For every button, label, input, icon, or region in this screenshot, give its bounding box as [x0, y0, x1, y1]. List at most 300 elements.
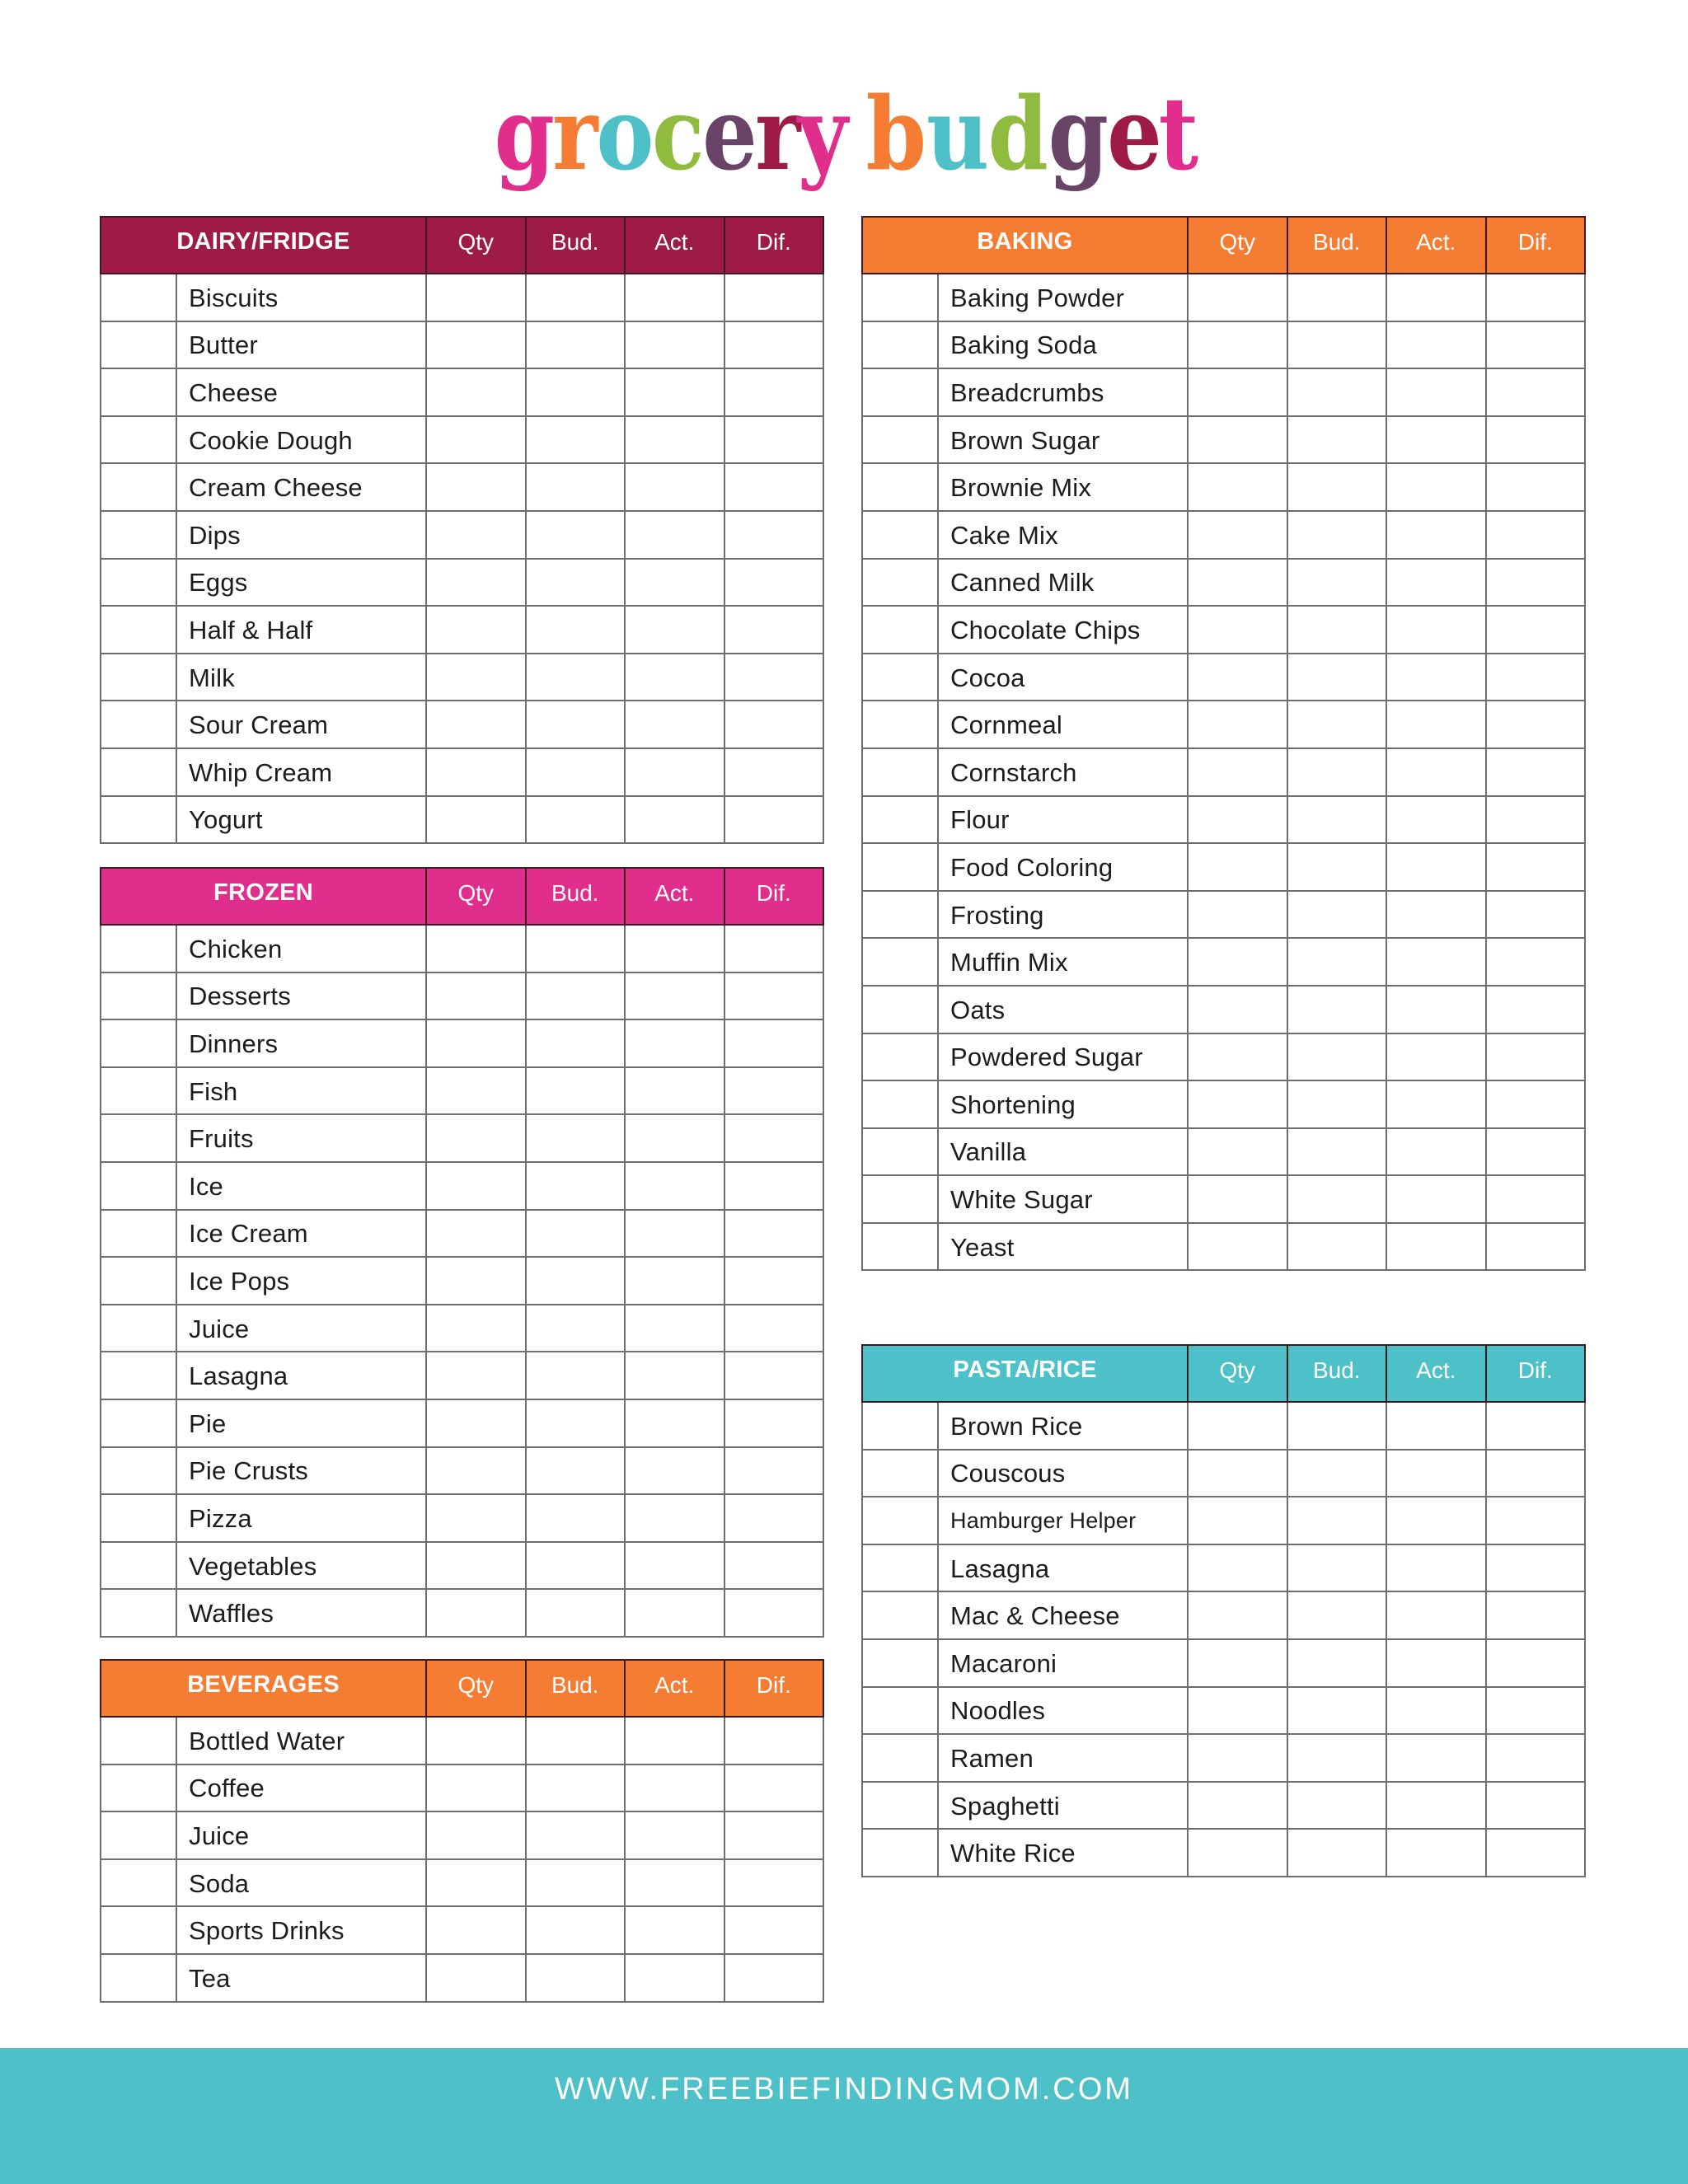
checkbox-cell[interactable] [101, 1162, 176, 1210]
checkbox-cell[interactable] [101, 368, 176, 416]
qty-cell[interactable] [1188, 1128, 1287, 1176]
difference-cell[interactable] [724, 559, 824, 607]
budget-cell[interactable] [1287, 511, 1387, 559]
qty-cell[interactable] [1188, 1782, 1287, 1830]
budget-cell[interactable] [526, 559, 626, 607]
qty-cell[interactable] [1188, 1734, 1287, 1782]
qty-cell[interactable] [426, 368, 526, 416]
difference-cell[interactable] [724, 1447, 824, 1495]
qty-cell[interactable] [426, 1906, 526, 1954]
actual-cell[interactable] [625, 606, 724, 654]
checkbox-cell[interactable] [101, 925, 176, 972]
difference-cell[interactable] [1486, 511, 1586, 559]
budget-cell[interactable] [526, 1114, 626, 1162]
qty-cell[interactable] [426, 416, 526, 464]
actual-cell[interactable] [625, 1067, 724, 1115]
actual-cell[interactable] [1386, 986, 1486, 1033]
qty-cell[interactable] [1188, 321, 1287, 369]
checkbox-cell[interactable] [101, 1210, 176, 1258]
checkbox-cell[interactable] [862, 986, 938, 1033]
actual-cell[interactable] [1386, 1829, 1486, 1877]
budget-cell[interactable] [526, 1859, 626, 1907]
actual-cell[interactable] [625, 1954, 724, 2002]
actual-cell[interactable] [625, 274, 724, 321]
actual-cell[interactable] [625, 1589, 724, 1637]
budget-cell[interactable] [526, 1019, 626, 1067]
difference-cell[interactable] [1486, 843, 1586, 891]
budget-cell[interactable] [1287, 1639, 1387, 1687]
qty-cell[interactable] [426, 1305, 526, 1352]
qty-cell[interactable] [426, 559, 526, 607]
budget-cell[interactable] [1287, 796, 1387, 844]
actual-cell[interactable] [625, 1399, 724, 1447]
checkbox-cell[interactable] [862, 274, 938, 321]
budget-cell[interactable] [1287, 463, 1387, 511]
checkbox-cell[interactable] [101, 1589, 176, 1637]
qty-cell[interactable] [426, 1811, 526, 1859]
actual-cell[interactable] [1386, 1544, 1486, 1592]
checkbox-cell[interactable] [862, 1544, 938, 1592]
budget-cell[interactable] [526, 1765, 626, 1812]
qty-cell[interactable] [1188, 1497, 1287, 1544]
actual-cell[interactable] [1386, 321, 1486, 369]
checkbox-cell[interactable] [101, 654, 176, 701]
difference-cell[interactable] [724, 1717, 824, 1765]
difference-cell[interactable] [1486, 1687, 1586, 1735]
actual-cell[interactable] [625, 1447, 724, 1495]
checkbox-cell[interactable] [862, 559, 938, 607]
difference-cell[interactable] [724, 654, 824, 701]
qty-cell[interactable] [426, 1162, 526, 1210]
budget-cell[interactable] [1287, 748, 1387, 796]
budget-cell[interactable] [526, 321, 626, 369]
qty-cell[interactable] [1188, 1544, 1287, 1592]
actual-cell[interactable] [625, 1257, 724, 1305]
difference-cell[interactable] [1486, 1223, 1586, 1271]
checkbox-cell[interactable] [101, 1257, 176, 1305]
actual-cell[interactable] [625, 701, 724, 748]
actual-cell[interactable] [1386, 1080, 1486, 1128]
checkbox-cell[interactable] [862, 1080, 938, 1128]
actual-cell[interactable] [1386, 1175, 1486, 1223]
qty-cell[interactable] [1188, 1033, 1287, 1081]
checkbox-cell[interactable] [862, 843, 938, 891]
checkbox-cell[interactable] [862, 654, 938, 701]
actual-cell[interactable] [625, 1210, 724, 1258]
difference-cell[interactable] [724, 1542, 824, 1590]
budget-cell[interactable] [526, 1257, 626, 1305]
budget-cell[interactable] [1287, 416, 1387, 464]
actual-cell[interactable] [625, 972, 724, 1020]
actual-cell[interactable] [1386, 1782, 1486, 1830]
budget-cell[interactable] [526, 701, 626, 748]
difference-cell[interactable] [724, 972, 824, 1020]
budget-cell[interactable] [526, 1162, 626, 1210]
qty-cell[interactable] [1188, 1223, 1287, 1271]
budget-cell[interactable] [1287, 1544, 1387, 1592]
checkbox-cell[interactable] [101, 1717, 176, 1765]
checkbox-cell[interactable] [101, 1352, 176, 1399]
checkbox-cell[interactable] [862, 321, 938, 369]
checkbox-cell[interactable] [101, 321, 176, 369]
difference-cell[interactable] [724, 1162, 824, 1210]
difference-cell[interactable] [1486, 1080, 1586, 1128]
budget-cell[interactable] [526, 416, 626, 464]
budget-cell[interactable] [526, 1305, 626, 1352]
qty-cell[interactable] [426, 1954, 526, 2002]
difference-cell[interactable] [1486, 654, 1586, 701]
actual-cell[interactable] [1386, 938, 1486, 986]
difference-cell[interactable] [1486, 891, 1586, 939]
difference-cell[interactable] [724, 1859, 824, 1907]
difference-cell[interactable] [1486, 463, 1586, 511]
budget-cell[interactable] [526, 1067, 626, 1115]
budget-cell[interactable] [526, 1542, 626, 1590]
checkbox-cell[interactable] [101, 1447, 176, 1495]
footer-url[interactable]: WWW.FREEBIEFINDINGMOM.COM [555, 2072, 1133, 2107]
actual-cell[interactable] [625, 748, 724, 796]
budget-cell[interactable] [526, 1906, 626, 1954]
qty-cell[interactable] [426, 748, 526, 796]
actual-cell[interactable] [625, 1811, 724, 1859]
qty-cell[interactable] [426, 1067, 526, 1115]
budget-cell[interactable] [1287, 321, 1387, 369]
qty-cell[interactable] [1188, 701, 1287, 748]
checkbox-cell[interactable] [101, 1542, 176, 1590]
budget-cell[interactable] [1287, 1829, 1387, 1877]
qty-cell[interactable] [426, 1589, 526, 1637]
actual-cell[interactable] [625, 654, 724, 701]
checkbox-cell[interactable] [862, 368, 938, 416]
checkbox-cell[interactable] [101, 416, 176, 464]
actual-cell[interactable] [625, 925, 724, 972]
checkbox-cell[interactable] [101, 972, 176, 1020]
qty-cell[interactable] [426, 1542, 526, 1590]
budget-cell[interactable] [526, 463, 626, 511]
qty-cell[interactable] [426, 796, 526, 844]
actual-cell[interactable] [1386, 463, 1486, 511]
actual-cell[interactable] [1386, 1734, 1486, 1782]
budget-cell[interactable] [526, 1589, 626, 1637]
budget-cell[interactable] [1287, 986, 1387, 1033]
budget-cell[interactable] [1287, 1497, 1387, 1544]
budget-cell[interactable] [1287, 274, 1387, 321]
checkbox-cell[interactable] [101, 1067, 176, 1115]
budget-cell[interactable] [1287, 606, 1387, 654]
qty-cell[interactable] [1188, 1639, 1287, 1687]
budget-cell[interactable] [1287, 1591, 1387, 1639]
difference-cell[interactable] [724, 1589, 824, 1637]
qty-cell[interactable] [426, 1352, 526, 1399]
qty-cell[interactable] [426, 274, 526, 321]
qty-cell[interactable] [1188, 559, 1287, 607]
difference-cell[interactable] [1486, 274, 1586, 321]
difference-cell[interactable] [1486, 559, 1586, 607]
qty-cell[interactable] [426, 1399, 526, 1447]
qty-cell[interactable] [1188, 1687, 1287, 1735]
difference-cell[interactable] [724, 1494, 824, 1542]
qty-cell[interactable] [426, 1765, 526, 1812]
checkbox-cell[interactable] [101, 748, 176, 796]
qty-cell[interactable] [426, 321, 526, 369]
budget-cell[interactable] [526, 972, 626, 1020]
checkbox-cell[interactable] [862, 748, 938, 796]
actual-cell[interactable] [1386, 559, 1486, 607]
difference-cell[interactable] [724, 1399, 824, 1447]
budget-cell[interactable] [526, 274, 626, 321]
difference-cell[interactable] [724, 1019, 824, 1067]
budget-cell[interactable] [526, 1447, 626, 1495]
qty-cell[interactable] [1188, 843, 1287, 891]
difference-cell[interactable] [1486, 1639, 1586, 1687]
checkbox-cell[interactable] [862, 1450, 938, 1497]
difference-cell[interactable] [724, 463, 824, 511]
actual-cell[interactable] [625, 1765, 724, 1812]
checkbox-cell[interactable] [101, 274, 176, 321]
qty-cell[interactable] [1188, 416, 1287, 464]
actual-cell[interactable] [625, 1019, 724, 1067]
budget-cell[interactable] [1287, 891, 1387, 939]
actual-cell[interactable] [1386, 1687, 1486, 1735]
actual-cell[interactable] [1386, 1450, 1486, 1497]
checkbox-cell[interactable] [101, 1305, 176, 1352]
actual-cell[interactable] [625, 463, 724, 511]
qty-cell[interactable] [1188, 274, 1287, 321]
actual-cell[interactable] [1386, 654, 1486, 701]
budget-cell[interactable] [526, 1494, 626, 1542]
checkbox-cell[interactable] [862, 1402, 938, 1450]
difference-cell[interactable] [1486, 701, 1586, 748]
budget-cell[interactable] [1287, 843, 1387, 891]
qty-cell[interactable] [1188, 796, 1287, 844]
checkbox-cell[interactable] [101, 1399, 176, 1447]
difference-cell[interactable] [724, 1257, 824, 1305]
difference-cell[interactable] [724, 701, 824, 748]
checkbox-cell[interactable] [862, 1829, 938, 1877]
budget-cell[interactable] [1287, 1734, 1387, 1782]
budget-cell[interactable] [1287, 1687, 1387, 1735]
difference-cell[interactable] [1486, 1402, 1586, 1450]
actual-cell[interactable] [625, 1906, 724, 1954]
actual-cell[interactable] [1386, 1497, 1486, 1544]
budget-cell[interactable] [526, 606, 626, 654]
difference-cell[interactable] [724, 1811, 824, 1859]
checkbox-cell[interactable] [101, 463, 176, 511]
budget-cell[interactable] [1287, 1128, 1387, 1176]
difference-cell[interactable] [1486, 1591, 1586, 1639]
checkbox-cell[interactable] [862, 1782, 938, 1830]
actual-cell[interactable] [625, 321, 724, 369]
actual-cell[interactable] [625, 796, 724, 844]
difference-cell[interactable] [724, 1210, 824, 1258]
difference-cell[interactable] [1486, 416, 1586, 464]
qty-cell[interactable] [426, 701, 526, 748]
checkbox-cell[interactable] [101, 559, 176, 607]
actual-cell[interactable] [625, 1114, 724, 1162]
qty-cell[interactable] [1188, 368, 1287, 416]
difference-cell[interactable] [724, 368, 824, 416]
actual-cell[interactable] [1386, 1033, 1486, 1081]
checkbox-cell[interactable] [101, 1906, 176, 1954]
actual-cell[interactable] [625, 559, 724, 607]
difference-cell[interactable] [1486, 1782, 1586, 1830]
checkbox-cell[interactable] [862, 1223, 938, 1271]
checkbox-cell[interactable] [862, 1033, 938, 1081]
checkbox-cell[interactable] [862, 1639, 938, 1687]
budget-cell[interactable] [1287, 559, 1387, 607]
checkbox-cell[interactable] [862, 606, 938, 654]
checkbox-cell[interactable] [101, 701, 176, 748]
checkbox-cell[interactable] [862, 938, 938, 986]
difference-cell[interactable] [724, 925, 824, 972]
difference-cell[interactable] [724, 1305, 824, 1352]
budget-cell[interactable] [1287, 938, 1387, 986]
qty-cell[interactable] [426, 1717, 526, 1765]
qty-cell[interactable] [1188, 511, 1287, 559]
actual-cell[interactable] [625, 1859, 724, 1907]
qty-cell[interactable] [1188, 1829, 1287, 1877]
qty-cell[interactable] [426, 654, 526, 701]
qty-cell[interactable] [426, 1114, 526, 1162]
checkbox-cell[interactable] [862, 463, 938, 511]
difference-cell[interactable] [1486, 1175, 1586, 1223]
qty-cell[interactable] [426, 972, 526, 1020]
qty-cell[interactable] [1188, 1591, 1287, 1639]
difference-cell[interactable] [1486, 1544, 1586, 1592]
difference-cell[interactable] [724, 1954, 824, 2002]
difference-cell[interactable] [1486, 938, 1586, 986]
qty-cell[interactable] [426, 925, 526, 972]
qty-cell[interactable] [426, 1019, 526, 1067]
difference-cell[interactable] [1486, 1497, 1586, 1544]
difference-cell[interactable] [724, 1067, 824, 1115]
checkbox-cell[interactable] [101, 1811, 176, 1859]
qty-cell[interactable] [1188, 748, 1287, 796]
difference-cell[interactable] [1486, 1033, 1586, 1081]
checkbox-cell[interactable] [101, 511, 176, 559]
difference-cell[interactable] [724, 274, 824, 321]
budget-cell[interactable] [526, 1811, 626, 1859]
qty-cell[interactable] [1188, 463, 1287, 511]
qty-cell[interactable] [426, 1859, 526, 1907]
budget-cell[interactable] [1287, 1080, 1387, 1128]
actual-cell[interactable] [1386, 796, 1486, 844]
actual-cell[interactable] [625, 511, 724, 559]
budget-cell[interactable] [526, 1210, 626, 1258]
actual-cell[interactable] [625, 1494, 724, 1542]
difference-cell[interactable] [1486, 1128, 1586, 1176]
checkbox-cell[interactable] [862, 511, 938, 559]
difference-cell[interactable] [1486, 368, 1586, 416]
actual-cell[interactable] [625, 1305, 724, 1352]
qty-cell[interactable] [1188, 986, 1287, 1033]
budget-cell[interactable] [526, 654, 626, 701]
actual-cell[interactable] [625, 1352, 724, 1399]
qty-cell[interactable] [1188, 938, 1287, 986]
actual-cell[interactable] [1386, 1223, 1486, 1271]
actual-cell[interactable] [1386, 511, 1486, 559]
qty-cell[interactable] [426, 463, 526, 511]
difference-cell[interactable] [724, 606, 824, 654]
budget-cell[interactable] [526, 1399, 626, 1447]
qty-cell[interactable] [426, 1257, 526, 1305]
difference-cell[interactable] [724, 416, 824, 464]
budget-cell[interactable] [526, 511, 626, 559]
budget-cell[interactable] [526, 925, 626, 972]
budget-cell[interactable] [526, 1954, 626, 2002]
actual-cell[interactable] [625, 1717, 724, 1765]
budget-cell[interactable] [526, 748, 626, 796]
actual-cell[interactable] [625, 416, 724, 464]
checkbox-cell[interactable] [862, 796, 938, 844]
difference-cell[interactable] [724, 1114, 824, 1162]
actual-cell[interactable] [1386, 891, 1486, 939]
budget-cell[interactable] [1287, 1782, 1387, 1830]
qty-cell[interactable] [426, 1494, 526, 1542]
actual-cell[interactable] [625, 1162, 724, 1210]
budget-cell[interactable] [1287, 1223, 1387, 1271]
difference-cell[interactable] [1486, 321, 1586, 369]
checkbox-cell[interactable] [101, 1114, 176, 1162]
difference-cell[interactable] [1486, 748, 1586, 796]
difference-cell[interactable] [1486, 986, 1586, 1033]
actual-cell[interactable] [1386, 843, 1486, 891]
difference-cell[interactable] [1486, 1829, 1586, 1877]
difference-cell[interactable] [1486, 1450, 1586, 1497]
actual-cell[interactable] [1386, 701, 1486, 748]
actual-cell[interactable] [1386, 1591, 1486, 1639]
budget-cell[interactable] [1287, 654, 1387, 701]
qty-cell[interactable] [1188, 1080, 1287, 1128]
difference-cell[interactable] [724, 748, 824, 796]
checkbox-cell[interactable] [862, 701, 938, 748]
actual-cell[interactable] [625, 368, 724, 416]
difference-cell[interactable] [724, 796, 824, 844]
checkbox-cell[interactable] [862, 1128, 938, 1176]
budget-cell[interactable] [526, 1352, 626, 1399]
budget-cell[interactable] [1287, 701, 1387, 748]
qty-cell[interactable] [1188, 891, 1287, 939]
difference-cell[interactable] [724, 1765, 824, 1812]
checkbox-cell[interactable] [862, 1175, 938, 1223]
budget-cell[interactable] [526, 368, 626, 416]
qty-cell[interactable] [1188, 1450, 1287, 1497]
difference-cell[interactable] [724, 1352, 824, 1399]
difference-cell[interactable] [1486, 1734, 1586, 1782]
actual-cell[interactable] [1386, 1128, 1486, 1176]
difference-cell[interactable] [724, 1906, 824, 1954]
qty-cell[interactable] [426, 606, 526, 654]
checkbox-cell[interactable] [862, 1687, 938, 1735]
actual-cell[interactable] [1386, 1402, 1486, 1450]
actual-cell[interactable] [1386, 368, 1486, 416]
qty-cell[interactable] [1188, 1402, 1287, 1450]
budget-cell[interactable] [1287, 1175, 1387, 1223]
checkbox-cell[interactable] [862, 416, 938, 464]
checkbox-cell[interactable] [862, 1497, 938, 1544]
budget-cell[interactable] [1287, 1402, 1387, 1450]
actual-cell[interactable] [625, 1542, 724, 1590]
difference-cell[interactable] [1486, 796, 1586, 844]
budget-cell[interactable] [1287, 368, 1387, 416]
checkbox-cell[interactable] [101, 1954, 176, 2002]
actual-cell[interactable] [1386, 274, 1486, 321]
budget-cell[interactable] [526, 1717, 626, 1765]
qty-cell[interactable] [426, 1447, 526, 1495]
difference-cell[interactable] [1486, 606, 1586, 654]
qty-cell[interactable] [426, 511, 526, 559]
qty-cell[interactable] [1188, 654, 1287, 701]
